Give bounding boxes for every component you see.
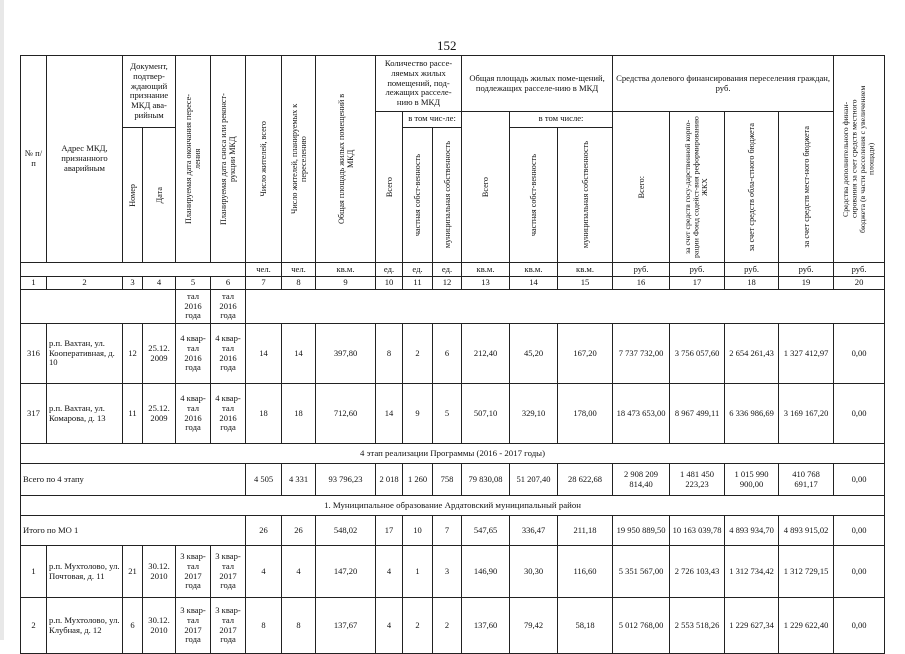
row-qty-total: 4 [376,546,403,598]
row-doc-date: 25.12. 2009 [143,384,176,444]
col-number: 18 [725,277,779,290]
unit-cell: кв.м. [558,263,613,277]
row-fund-additional: 0,00 [834,546,885,598]
row-end-date: 3 квар-тал 2017 года [176,598,211,654]
header-fund-total: Всего: [613,112,670,263]
row-qty-total: 4 [376,598,403,654]
cont-demolition-date: тал 2016 года [211,290,246,324]
row-fund-local: 1 229 622,40 [779,598,834,654]
row-qty-municipal: 2 [433,598,462,654]
row-area-municipal: 178,00 [558,384,613,444]
row-fund-local: 3 169 167,20 [779,384,834,444]
row-doc-date: 30.12. 2010 [143,598,176,654]
unit-cell: чел. [282,263,316,277]
col-number: 6 [211,277,246,290]
row-area-total: 507,10 [462,384,510,444]
row-area-total: 212,40 [462,324,510,384]
total-qty-private: 1 260 [403,464,433,496]
total-qty-private: 10 [403,516,433,546]
unit-cell: ед. [403,263,433,277]
row-qty-private: 2 [403,324,433,384]
total-fund-local: 410 768 691,17 [779,464,834,496]
row-fund-corp: 3 756 057,60 [670,324,725,384]
total-qty-total: 2 018 [376,464,403,496]
col-number: 15 [558,277,613,290]
units-row [21,263,885,277]
header-funding-group: Средства долевого финансирования переселения граждан, руб. [613,56,834,112]
header-qty-municipal: муниципальная собственность [433,127,462,262]
header-area-private: частная собст-венность [510,127,558,262]
row-number: 317 [21,384,47,444]
row-qty-municipal: 5 [433,384,462,444]
total-residents: 4 505 [246,464,282,496]
total-area-private: 51 207,40 [510,464,558,496]
unit-cell: руб. [834,263,885,277]
table-row [21,324,885,384]
row-doc-number: 21 [123,546,143,598]
row-doc-number: 11 [123,384,143,444]
total-fund-regional: 4 893 934,70 [725,516,779,546]
header-address: Адрес МКД, признанного аварийным [47,56,123,263]
header-end-date: Планируемая дата окончания пересе-ления [176,56,211,263]
total-fund-regional: 1 015 990 900,00 [725,464,779,496]
col-number: 8 [282,277,316,290]
col-number: 9 [316,277,376,290]
table-row [21,546,885,598]
mo-title-row [21,496,885,516]
row-area-private: 45,20 [510,324,558,384]
row-qty-total: 14 [376,384,403,444]
row-total-area: 397,80 [316,324,376,384]
row-demolition-date: 3 квар-тал 2017 года [211,546,246,598]
total-area-municipal: 28 622,68 [558,464,613,496]
row-residents-moving: 8 [282,598,316,654]
unit-cell: руб. [779,263,834,277]
header-total-area: Общая площадь жилых помещений в МКД [316,56,376,263]
unit-cell: руб. [670,263,725,277]
row-fund-regional: 6 336 986,69 [725,384,779,444]
row-qty-municipal: 3 [433,546,462,598]
header-fund-corp: за счет средств госу-дарственной корпо-рации Фонд содейст-вия реформированию ЖКХ [670,112,725,263]
row-end-date: 4 квар-тал 2016 года [176,384,211,444]
scan-edge [0,0,4,640]
row-residents: 8 [246,598,282,654]
col-number: 3 [123,277,143,290]
row-qty-total: 8 [376,324,403,384]
total-residents-moving: 26 [282,516,316,546]
header-fund-regional: за счет средств обла-стного бюджета [725,112,779,263]
column-number-row [21,277,885,290]
row-doc-date: 30.12. 2010 [143,546,176,598]
row-qty-private: 1 [403,546,433,598]
row-fund-corp: 8 967 499,11 [670,384,725,444]
col-number: 12 [433,277,462,290]
unit-cell: ед. [433,263,462,277]
unit-cell: руб. [613,263,670,277]
row-area-private: 79,42 [510,598,558,654]
header-area-incl: в том числе: [510,112,613,128]
row-area-municipal: 167,20 [558,324,613,384]
unit-cell: чел. [246,263,282,277]
header-fund-local: за счет средств мест-ного бюджета [779,112,834,263]
unit-cell: кв.м. [510,263,558,277]
row-area-municipal: 58,18 [558,598,613,654]
total-total-area: 548,02 [316,516,376,546]
header-qty-total: Всего [376,112,403,263]
row-fund-local: 1 312 729,15 [779,546,834,598]
header-doc-number: Номер [123,127,143,262]
col-number: 19 [779,277,834,290]
header-residents-moving: Число жителей, планируемых к переселению [282,56,316,263]
table-row [21,598,885,654]
row-total-area: 712,60 [316,384,376,444]
row-address: р.п. Мухтолово, ул. Клубная, д. 12 [47,598,123,654]
page-number: 152 [437,38,457,53]
row-residents-moving: 4 [282,546,316,598]
total-area-private: 336,47 [510,516,558,546]
stage-title-row [21,444,885,464]
col-number: 10 [376,277,403,290]
total-area-municipal: 211,18 [558,516,613,546]
col-number: 2 [47,277,123,290]
total-fund-local: 4 893 915,02 [779,516,834,546]
total-fund-total: 2 908 209 814,40 [613,464,670,496]
header-doc-date: Дата [143,127,176,262]
unit-cell: кв.м. [316,263,376,277]
table-row [21,384,885,444]
row-area-private: 329,10 [510,384,558,444]
row-fund-additional: 0,00 [834,384,885,444]
col-number: 11 [403,277,433,290]
total-fund-additional: 0,00 [834,516,885,546]
row-address: р.п. Вахтан, ул. Кооперативная, д. 10 [47,324,123,384]
total-fund-additional: 0,00 [834,464,885,496]
row-address: р.п. Мухтолово, ул. Почтовая, д. 11 [47,546,123,598]
col-number: 20 [834,277,885,290]
header-area-municipal: муниципальная собственность [558,127,613,262]
row-number: 2 [21,598,47,654]
row-fund-corp: 2 553 518,26 [670,598,725,654]
row-number: 316 [21,324,47,384]
total-qty-total: 17 [376,516,403,546]
header-area-group: Общая площадь жилых поме-щений, подлежащих расселе-нию в МКД [462,56,613,112]
row-fund-total: 7 737 732,00 [613,324,670,384]
col-number: 7 [246,277,282,290]
row-fund-regional: 1 312 734,42 [725,546,779,598]
total-fund-corp: 1 481 450 223,23 [670,464,725,496]
total-area-total: 547,65 [462,516,510,546]
row-fund-local: 1 327 412,97 [779,324,834,384]
row-number: 1 [21,546,47,598]
row-residents: 14 [246,324,282,384]
header-qty-private: частная собст-венность [403,127,433,262]
continuation-row [21,290,885,324]
row-demolition-date: 3 квар-тал 2017 года [211,598,246,654]
total-label: Итого по МО 1 [21,516,246,546]
total-fund-total: 19 950 889,50 [613,516,670,546]
col-number: 1 [21,277,47,290]
total-label: Всего по 4 этапу [21,464,246,496]
col-number: 16 [613,277,670,290]
total-row [21,516,885,546]
row-address: р.п. Вахтан, ул. Комарова, д. 13 [47,384,123,444]
row-qty-private: 9 [403,384,433,444]
row-fund-total: 5 351 567,00 [613,546,670,598]
row-doc-number: 6 [123,598,143,654]
col-number: 5 [176,277,211,290]
unit-cell: кв.м. [462,263,510,277]
header-qty-incl: в том чис-ле: [403,112,462,128]
row-fund-additional: 0,00 [834,598,885,654]
header-number: № п/п [21,56,47,263]
row-total-area: 137,67 [316,598,376,654]
row-end-date: 4 квар-тал 2016 года [176,324,211,384]
stage-title: 4 этап реализации Программы (2016 - 2017 годы) [21,444,885,464]
row-residents: 18 [246,384,282,444]
row-area-municipal: 116,60 [558,546,613,598]
row-fund-corp: 2 726 103,43 [670,546,725,598]
header-additional-funding: Средства дополнительного финан-сирования за счет средств местного бюджета (в части расселения с увеличением площади) [834,56,885,263]
header-row-1 [21,56,885,112]
row-residents-moving: 18 [282,384,316,444]
total-qty-municipal: 7 [433,516,462,546]
row-qty-private: 2 [403,598,433,654]
row-fund-regional: 2 654 261,43 [725,324,779,384]
cont-end-date: тал 2016 года [176,290,211,324]
row-doc-number: 12 [123,324,143,384]
resettlement-table [20,55,885,654]
col-number: 17 [670,277,725,290]
row-fund-total: 5 012 768,00 [613,598,670,654]
row-demolition-date: 4 квар-тал 2016 года [211,324,246,384]
row-fund-total: 18 473 653,00 [613,384,670,444]
header-residents: Число жителей, всего [246,56,282,263]
col-number: 4 [143,277,176,290]
row-total-area: 147,20 [316,546,376,598]
header-document-group: Документ, подтвер-ждающий признание МКД ава-рийным [123,56,176,128]
header-area-total: Всего [462,112,510,263]
col-number: 13 [462,277,510,290]
total-row [21,464,885,496]
col-number: 14 [510,277,558,290]
row-area-total: 137,60 [462,598,510,654]
row-doc-date: 25.12. 2009 [143,324,176,384]
mo-title: 1. Муниципальное образование Ардатовский муниципальный район [21,496,885,516]
row-fund-regional: 1 229 627,34 [725,598,779,654]
row-residents: 4 [246,546,282,598]
row-qty-municipal: 6 [433,324,462,384]
total-fund-corp: 10 163 039,78 [670,516,725,546]
header-quantity-group: Количество рассе-ляемых жилых помещений, под-лежащих расселе-нию в МКД [376,56,462,112]
total-qty-municipal: 758 [433,464,462,496]
row-fund-additional: 0,00 [834,324,885,384]
total-total-area: 93 796,23 [316,464,376,496]
header-demolition-date: Планируемая дата сноса или реконст-рукции МКД [211,56,246,263]
total-residents: 26 [246,516,282,546]
row-area-private: 30,30 [510,546,558,598]
unit-cell: руб. [725,263,779,277]
total-area-total: 79 830,08 [462,464,510,496]
unit-cell: ед. [376,263,403,277]
total-residents-moving: 4 331 [282,464,316,496]
row-demolition-date: 4 квар-тал 2016 года [211,384,246,444]
row-area-total: 146,90 [462,546,510,598]
row-residents-moving: 14 [282,324,316,384]
row-end-date: 3 квар-тал 2017 года [176,546,211,598]
